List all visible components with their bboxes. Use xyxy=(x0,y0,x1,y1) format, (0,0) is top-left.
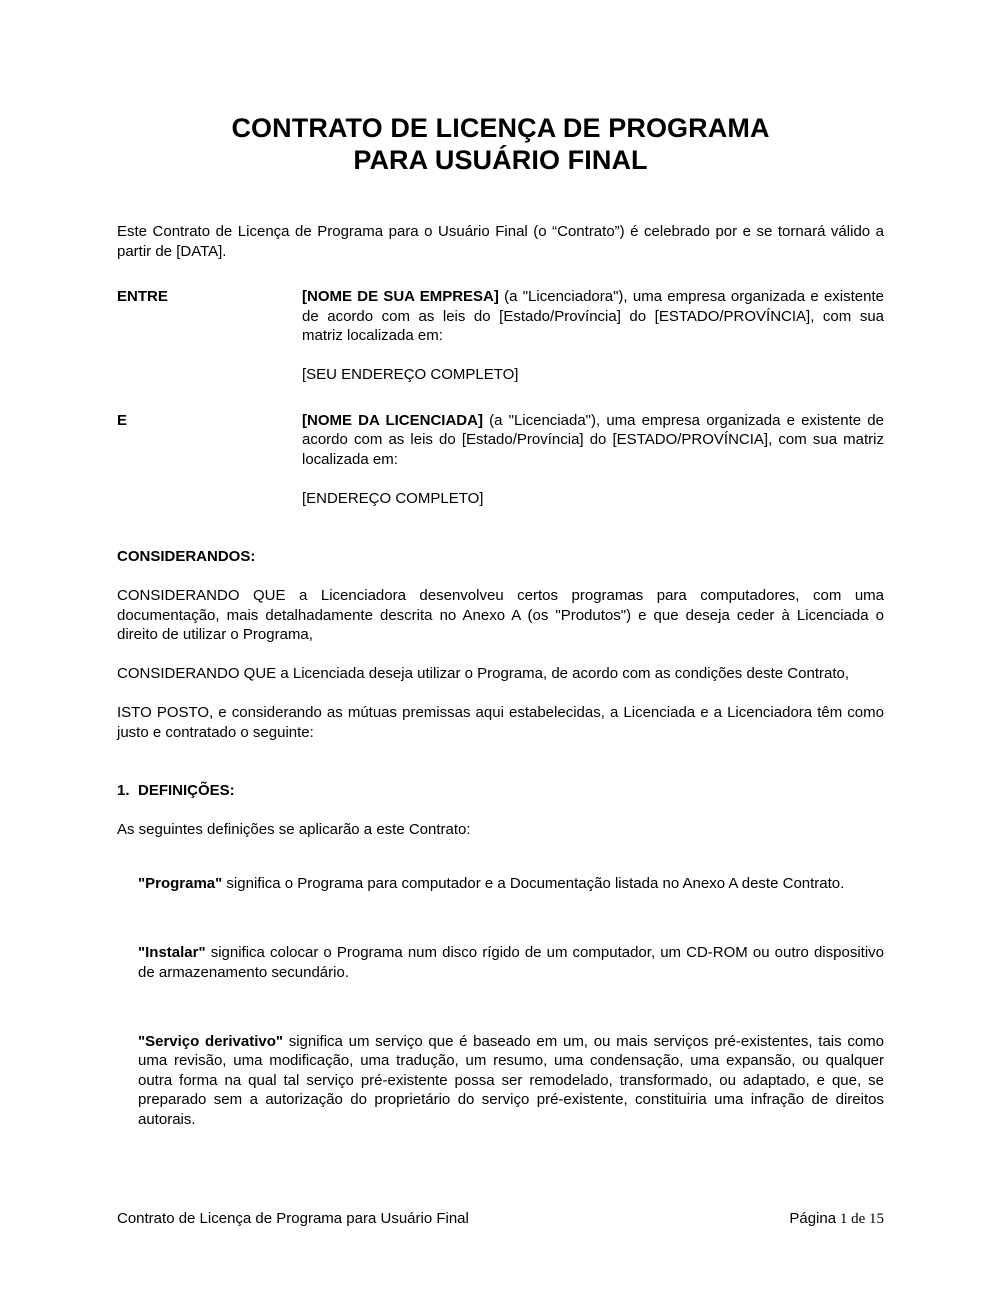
page-footer xyxy=(117,1209,884,1229)
party-name-licensor: [NOME DE SUA EMPRESA] xyxy=(302,288,499,305)
spacer xyxy=(117,534,884,547)
spacer xyxy=(117,840,884,860)
footer-page-label: Página xyxy=(789,1210,837,1227)
page-title-line-1: CONTRATO DE LICENÇA DE PROGRAMA xyxy=(231,113,770,143)
definition-instalar xyxy=(138,943,884,982)
recital-paragraph-2: CONSIDERANDO QUE a Licenciada deseja utilizar o Programa, de acordo com as condições deste Contrato, xyxy=(117,665,850,682)
spacer xyxy=(117,997,884,1017)
party-description-licensee: (a "Licenciada"), uma empresa organizada e existente de acordo com as leis do [Estado/Província] do [ESTADO/PROVÍNCIA], com sua matriz localizada em: xyxy=(302,411,884,468)
party-block-licensee xyxy=(117,411,884,470)
party-address-licensee: [ENDEREÇO COMPLETO] xyxy=(302,489,484,507)
page-title-line-2: PARA USUÁRIO FINAL xyxy=(353,145,648,175)
definition-term-servico-derivativo: "Serviço derivativo" xyxy=(138,1032,283,1050)
recital-paragraph-3: ISTO POSTO, e considerando as mútuas premissas aqui estabelecidas, a Licenciada e a Licenciadora têm como justo e contratado o seguinte: xyxy=(117,704,884,741)
spacer xyxy=(117,768,884,781)
spacer xyxy=(117,508,884,534)
footer-document-title: Contrato de Licença de Programa para Usuário Final xyxy=(117,1210,469,1227)
party-name-licensee: [NOME DA LICENCIADA] xyxy=(302,411,483,429)
definition-term-programa: "Programa" xyxy=(138,875,223,892)
spacer xyxy=(117,801,884,821)
recital-paragraph-1: CONSIDERANDO QUE a Licenciadora desenvolveu certos programas para computadores, com uma documentação, mais detalhadamente descrita no Anexo A (os "Produtos") e que deseja ceder à Licenciada o direito de utilizar o Programa, xyxy=(117,587,884,643)
spacer xyxy=(117,346,884,366)
spacer xyxy=(117,567,884,587)
party-label-licensee: E xyxy=(117,411,128,429)
party-address-licensor: [SEU ENDEREÇO COMPLETO] xyxy=(302,366,519,383)
spacer xyxy=(117,645,884,665)
spacer xyxy=(117,909,884,929)
recitals-heading: CONSIDERANDOS: xyxy=(117,548,256,565)
footer-page-number: 1 de 15 xyxy=(839,1211,884,1227)
intro-paragraph: Este Contrato de Licença de Programa para o Usuário Final (o “Contrato”) é celebrado por e se tornará válido a partir de [DATA]. xyxy=(117,223,884,260)
definition-text-instalar: significa colocar o Programa num disco rígido de um computador, um CD-ROM ou outro dispositivo de armazenamento secundário. xyxy=(138,944,884,981)
section-title: DEFINIÇÕES: xyxy=(138,782,235,799)
page-title xyxy=(117,0,884,176)
definition-programa xyxy=(138,874,884,894)
definition-servico-derivativo xyxy=(138,1032,884,1130)
spacer xyxy=(117,684,884,704)
definitions-lead-in: As seguintes definições se aplicarão a este Contrato: xyxy=(117,821,471,838)
party-block-licensor xyxy=(117,287,884,346)
definition-text-servico-derivativo: significa um serviço que é baseado em um, ou mais serviços pré-existentes, tais como uma revisão, uma modificação, uma tradução, um resumo, uma condensação, uma expansão, ou qualquer outra forma na qual tal serviço pré-existente possa ser remodelado, transformado, ou adaptado, e que, se preparado sem a autorização do proprietário do serviço pré-existente, constituiria uma infração de direitos autorais. xyxy=(138,1032,885,1128)
party-label-licensor: ENTRE xyxy=(117,288,168,305)
document-body xyxy=(117,0,884,1144)
spacer xyxy=(117,385,884,411)
footer-page-indicator xyxy=(789,1209,884,1229)
party-body-licensor xyxy=(302,287,884,346)
definition-term-instalar: "Instalar" xyxy=(138,944,206,961)
definition-text-programa: significa o Programa para computador e a Documentação listada no Anexo A deste Contrato. xyxy=(222,875,845,892)
spacer xyxy=(117,469,884,489)
section-heading-definitions xyxy=(117,781,884,801)
spacer xyxy=(117,742,884,768)
section-number: 1. xyxy=(117,782,130,799)
party-body-licensee xyxy=(302,411,884,470)
party-description-licensor: (a "Licenciadora"), uma empresa organizada e existente de acordo com as leis do [Estado/Província] do [ESTADO/PROVÍNCIA], com sua matriz localizada em: xyxy=(302,288,885,344)
spacer xyxy=(117,261,884,287)
